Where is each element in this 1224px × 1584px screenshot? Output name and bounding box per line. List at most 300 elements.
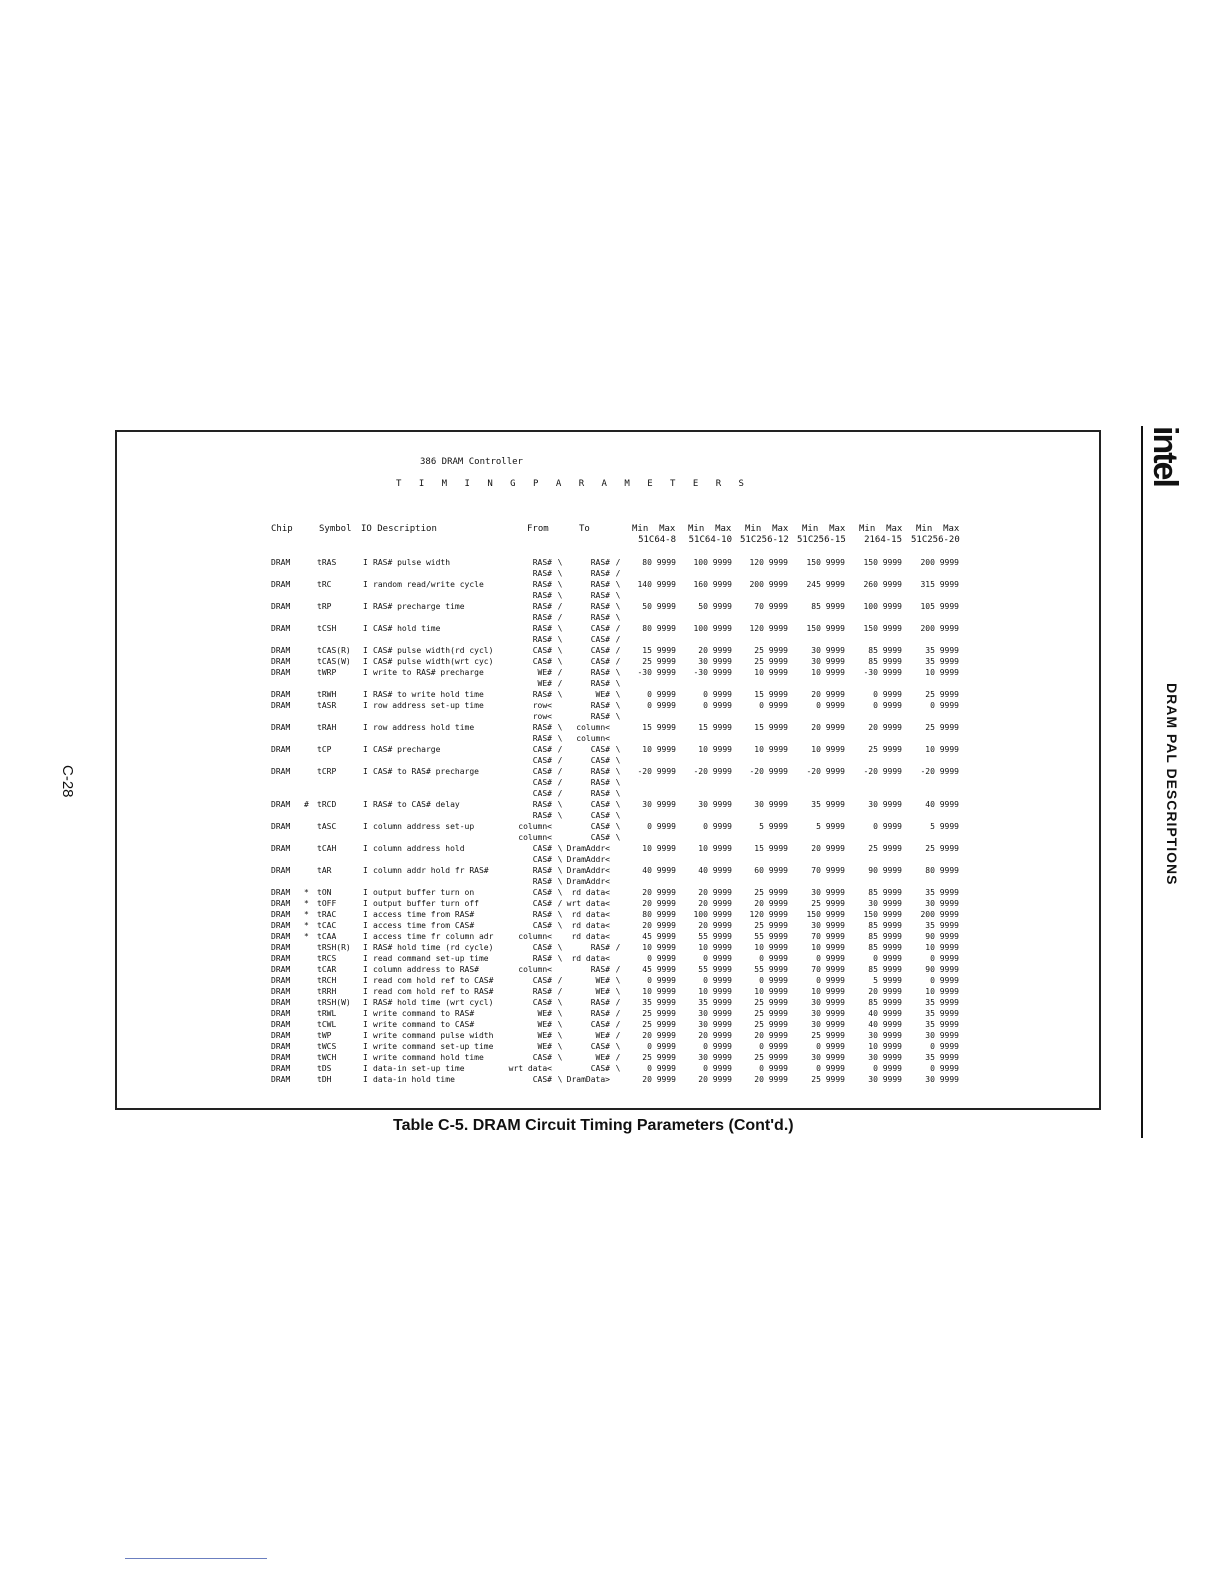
from-cell: RAS#: [532, 690, 552, 699]
symbol-cell: tRP: [317, 602, 332, 611]
from-cell: WE#: [537, 1009, 552, 1018]
from-cell: CAS#: [532, 998, 552, 1007]
from-cell: CAS#: [532, 745, 552, 754]
description-cell: CAS# pulse width(wrt cyc): [373, 657, 494, 666]
minmax-cell: 10 9999: [811, 745, 845, 754]
to-cell: RAS#: [590, 943, 610, 952]
table-row: [266, 964, 966, 975]
io-cell: I: [363, 1031, 368, 1040]
io-cell: I: [363, 899, 368, 908]
chip-cell: DRAM: [271, 690, 291, 699]
minmax-cell: 10 9999: [754, 745, 788, 754]
minmax-cell: 30 9999: [811, 921, 845, 930]
table-row: [266, 909, 966, 920]
io-cell: I: [363, 866, 368, 875]
page-number: C-28: [59, 765, 76, 798]
symbol-cell: tWCH: [317, 1053, 337, 1062]
minmax-cell: 25 9999: [811, 899, 845, 908]
to-edge-cell: \: [615, 712, 621, 721]
minmax-cell: 10 9999: [642, 844, 676, 853]
to-cell: DramAddr<: [566, 855, 610, 864]
minmax-cell: 70 9999: [811, 932, 845, 941]
to-cell: rd data<: [571, 921, 610, 930]
io-cell: I: [363, 888, 368, 897]
minmax-cell: 30 9999: [925, 1075, 959, 1084]
table-row: [266, 557, 966, 568]
minmax-cell: 30 9999: [925, 1031, 959, 1040]
io-cell: I: [363, 624, 368, 633]
table-row: [266, 744, 966, 755]
from-edge-cell: /: [557, 668, 563, 677]
from-cell: CAS#: [532, 1053, 552, 1062]
to-cell: WE#: [595, 1031, 610, 1040]
minmax-cell: 10 9999: [698, 943, 732, 952]
from-cell: RAS#: [532, 910, 552, 919]
io-cell: I: [363, 965, 368, 974]
minmax-cell: 0 9999: [873, 690, 902, 699]
table-row: [266, 579, 966, 590]
from-cell: RAS#: [532, 602, 552, 611]
minmax-cell: 105 9999: [920, 602, 959, 611]
from-edge-cell: \: [557, 855, 563, 864]
table-row: [266, 975, 966, 986]
minmax-cell: 15 9999: [754, 690, 788, 699]
minmax-cell: 0 9999: [930, 954, 959, 963]
minmax-cell: 20 9999: [642, 1031, 676, 1040]
table-row: [266, 1063, 966, 1074]
from-edge-cell: /: [557, 899, 563, 908]
to-edge-cell: /: [615, 646, 621, 655]
minmax-cell: 0 9999: [703, 690, 732, 699]
from-cell: CAS#: [532, 921, 552, 930]
minmax-cell: 20 9999: [868, 723, 902, 732]
symbol-cell: tAR: [317, 866, 332, 875]
minmax-cell: 45 9999: [642, 965, 676, 974]
from-cell: column<: [518, 932, 552, 941]
minmax-cell: 0 9999: [647, 1064, 676, 1073]
minmax-cell: 30 9999: [811, 888, 845, 897]
io-cell: I: [363, 1020, 368, 1029]
flag-cell: *: [304, 899, 309, 908]
col-minmax: Min Max: [632, 524, 676, 534]
table-row: [266, 865, 966, 876]
minmax-cell: 10 9999: [811, 987, 845, 996]
description-cell: access time fr column adr: [373, 932, 494, 941]
table-row: [266, 634, 966, 645]
to-edge-cell: /: [615, 965, 621, 974]
minmax-cell: 0 9999: [759, 1064, 788, 1073]
minmax-cell: 10 9999: [811, 943, 845, 952]
io-cell: I: [363, 822, 368, 831]
minmax-cell: 25 9999: [868, 844, 902, 853]
to-cell: rd data<: [571, 888, 610, 897]
table-row: [266, 1008, 966, 1019]
to-cell: DramAddr<: [566, 866, 610, 875]
minmax-cell: 150 9999: [863, 910, 902, 919]
chip-cell: DRAM: [271, 1020, 291, 1029]
from-edge-cell: \: [557, 624, 563, 633]
symbol-cell: tRSH(W): [317, 998, 351, 1007]
symbol-cell: tOFF: [317, 899, 337, 908]
minmax-cell: 80 9999: [642, 558, 676, 567]
col-from: From: [527, 524, 549, 534]
minmax-cell: 20 9999: [698, 1075, 732, 1084]
minmax-cell: 40 9999: [868, 1020, 902, 1029]
io-cell: I: [363, 1009, 368, 1018]
minmax-cell: -30 9999: [863, 668, 902, 677]
table-row: [266, 854, 966, 865]
io-cell: I: [363, 976, 368, 985]
minmax-cell: 85 9999: [868, 943, 902, 952]
minmax-cell: 20 9999: [754, 1075, 788, 1084]
from-cell: WE#: [537, 1031, 552, 1040]
from-cell: CAS#: [532, 646, 552, 655]
symbol-cell: tRSH(R): [317, 943, 351, 952]
symbol-cell: tWP: [317, 1031, 332, 1040]
minmax-cell: 260 9999: [863, 580, 902, 589]
minmax-cell: 0 9999: [816, 1064, 845, 1073]
from-cell: RAS#: [532, 723, 552, 732]
minmax-cell: 45 9999: [642, 932, 676, 941]
minmax-cell: 10 9999: [754, 668, 788, 677]
io-cell: I: [363, 690, 368, 699]
minmax-cell: 245 9999: [806, 580, 845, 589]
minmax-cell: 55 9999: [698, 932, 732, 941]
minmax-cell: 10 9999: [925, 668, 959, 677]
table-row: [266, 689, 966, 700]
from-cell: RAS#: [532, 811, 552, 820]
to-cell: rd data<: [571, 910, 610, 919]
minmax-cell: 20 9999: [698, 1031, 732, 1040]
description-cell: output buffer turn on: [373, 888, 475, 897]
minmax-cell: 10 9999: [698, 987, 732, 996]
minmax-cell: 30 9999: [698, 1020, 732, 1029]
minmax-cell: 100 9999: [693, 558, 732, 567]
from-cell: CAS#: [532, 756, 552, 765]
to-edge-cell: \: [615, 833, 621, 842]
to-cell: column<: [576, 734, 610, 743]
description-cell: RAS# to CAS# delay: [373, 800, 460, 809]
symbol-cell: tASC: [317, 822, 337, 831]
from-cell: RAS#: [532, 613, 552, 622]
minmax-cell: 25 9999: [868, 745, 902, 754]
minmax-cell: 0 9999: [930, 1042, 959, 1051]
minmax-cell: -20 9999: [637, 767, 676, 776]
table-row: [266, 788, 966, 799]
minmax-cell: 20 9999: [642, 1075, 676, 1084]
minmax-cell: 85 9999: [868, 932, 902, 941]
from-edge-cell: \: [557, 1020, 563, 1029]
chip-cell: DRAM: [271, 646, 291, 655]
symbol-cell: tON: [317, 888, 332, 897]
minmax-cell: 160 9999: [693, 580, 732, 589]
minmax-cell: 150 9999: [863, 558, 902, 567]
to-edge-cell: \: [615, 822, 621, 831]
chip-cell: DRAM: [271, 701, 291, 710]
chip-cell: DRAM: [271, 602, 291, 611]
from-cell: RAS#: [532, 558, 552, 567]
to-cell: RAS#: [590, 602, 610, 611]
to-edge-cell: \: [615, 613, 621, 622]
to-cell: DramAddr<: [566, 877, 610, 886]
to-cell: RAS#: [590, 998, 610, 1007]
minmax-cell: 0 9999: [703, 701, 732, 710]
chip-cell: DRAM: [271, 1042, 291, 1051]
to-edge-cell: \: [615, 591, 621, 600]
minmax-cell: 30 9999: [811, 1053, 845, 1062]
to-edge-cell: \: [615, 679, 621, 688]
table-row: [266, 766, 966, 777]
from-cell: RAS#: [532, 734, 552, 743]
minmax-cell: 30 9999: [698, 1053, 732, 1062]
to-cell: wrt data<: [566, 899, 610, 908]
description-cell: column address set-up: [373, 822, 475, 831]
description-cell: column address to RAS#: [373, 965, 479, 974]
minmax-cell: 0 9999: [873, 701, 902, 710]
to-cell: RAS#: [590, 701, 610, 710]
minmax-cell: 0 9999: [647, 976, 676, 985]
col-device: 51C256-15: [797, 535, 846, 545]
table-row: [266, 568, 966, 579]
minmax-cell: 10 9999: [925, 943, 959, 952]
from-cell: RAS#: [532, 591, 552, 600]
minmax-cell: 140 9999: [637, 580, 676, 589]
minmax-cell: 120 9999: [749, 624, 788, 633]
minmax-cell: 30 9999: [698, 1009, 732, 1018]
minmax-cell: 25 9999: [754, 1009, 788, 1018]
symbol-cell: tCAC: [317, 921, 337, 930]
minmax-cell: 10 9999: [642, 987, 676, 996]
from-edge-cell: \: [557, 844, 563, 853]
chip-cell: DRAM: [271, 668, 291, 677]
description-cell: column addr hold fr RAS#: [373, 866, 489, 875]
intel-logo: intel: [1146, 426, 1184, 486]
minmax-cell: 50 9999: [698, 602, 732, 611]
from-edge-cell: \: [557, 558, 563, 567]
table-row: [266, 810, 966, 821]
from-edge-cell: /: [557, 767, 563, 776]
minmax-cell: 35 9999: [925, 1053, 959, 1062]
description-cell: RAS# precharge time: [373, 602, 465, 611]
table-row: [266, 678, 966, 689]
description-cell: column address hold: [373, 844, 465, 853]
from-edge-cell: /: [557, 745, 563, 754]
from-cell: WE#: [537, 1020, 552, 1029]
to-cell: RAS#: [590, 778, 610, 787]
from-edge-cell: \: [557, 877, 563, 886]
to-edge-cell: /: [615, 1053, 621, 1062]
description-cell: access time from RAS#: [373, 910, 475, 919]
symbol-cell: tCAS(R): [317, 646, 351, 655]
minmax-cell: 25 9999: [754, 998, 788, 1007]
to-cell: CAS#: [590, 745, 610, 754]
table-row: [266, 1052, 966, 1063]
table-row: [266, 832, 966, 843]
to-cell: WE#: [595, 976, 610, 985]
minmax-cell: 100 9999: [693, 624, 732, 633]
to-cell: CAS#: [590, 811, 610, 820]
minmax-cell: 40 9999: [642, 866, 676, 875]
minmax-cell: 0 9999: [703, 1042, 732, 1051]
from-edge-cell: \: [557, 723, 563, 732]
minmax-cell: 200 9999: [920, 910, 959, 919]
from-cell: WE#: [537, 668, 552, 677]
symbol-cell: tDS: [317, 1064, 332, 1073]
description-cell: write command to RAS#: [373, 1009, 475, 1018]
minmax-cell: 0 9999: [703, 954, 732, 963]
minmax-cell: 10 9999: [698, 745, 732, 754]
footer-rule: [125, 1558, 267, 1559]
timing-table: [266, 522, 966, 1085]
chip-cell: DRAM: [271, 932, 291, 941]
table-row: [266, 986, 966, 997]
to-edge-cell: \: [615, 701, 621, 710]
io-cell: I: [363, 1053, 368, 1062]
minmax-cell: 25 9999: [642, 1009, 676, 1018]
from-cell: row<: [532, 701, 552, 710]
from-edge-cell: \: [557, 811, 563, 820]
from-cell: CAS#: [532, 767, 552, 776]
to-cell: RAS#: [590, 569, 610, 578]
from-edge-cell: \: [557, 1009, 563, 1018]
from-cell: column<: [518, 965, 552, 974]
symbol-cell: tRCS: [317, 954, 337, 963]
to-cell: CAS#: [590, 1020, 610, 1029]
description-cell: RAS# to write hold time: [373, 690, 484, 699]
to-cell: RAS#: [590, 591, 610, 600]
to-edge-cell: \: [615, 1042, 621, 1051]
table-row: [266, 777, 966, 788]
from-edge-cell: \: [557, 690, 563, 699]
from-cell: CAS#: [532, 789, 552, 798]
chip-cell: DRAM: [271, 965, 291, 974]
chip-cell: DRAM: [271, 921, 291, 930]
minmax-cell: 315 9999: [920, 580, 959, 589]
to-cell: RAS#: [590, 789, 610, 798]
table-title: 386 DRAM Controller: [420, 457, 523, 467]
from-cell: column<: [518, 833, 552, 842]
to-edge-cell: \: [615, 789, 621, 798]
description-cell: read com hold ref to RAS#: [373, 987, 494, 996]
to-cell: RAS#: [590, 767, 610, 776]
from-cell: CAS#: [532, 888, 552, 897]
from-edge-cell: /: [557, 778, 563, 787]
minmax-cell: 0 9999: [647, 822, 676, 831]
minmax-cell: 0 9999: [930, 976, 959, 985]
minmax-cell: 25 9999: [811, 1075, 845, 1084]
flag-cell: *: [304, 932, 309, 941]
table-row: [266, 953, 966, 964]
minmax-cell: 20 9999: [698, 888, 732, 897]
minmax-cell: 0 9999: [647, 701, 676, 710]
chip-cell: DRAM: [271, 745, 291, 754]
minmax-cell: 25 9999: [642, 1020, 676, 1029]
minmax-cell: -30 9999: [637, 668, 676, 677]
minmax-cell: 15 9999: [642, 646, 676, 655]
chip-cell: DRAM: [271, 558, 291, 567]
description-cell: write command set-up time: [373, 1042, 494, 1051]
to-edge-cell: /: [615, 558, 621, 567]
from-edge-cell: \: [557, 954, 563, 963]
symbol-cell: tCAA: [317, 932, 337, 941]
from-cell: RAS#: [532, 877, 552, 886]
col-chip: Chip: [271, 524, 293, 534]
from-cell: WE#: [537, 679, 552, 688]
table-row: [266, 645, 966, 656]
to-edge-cell: \: [615, 756, 621, 765]
chip-cell: DRAM: [271, 800, 291, 809]
from-edge-cell: \: [557, 646, 563, 655]
minmax-cell: 0 9999: [873, 822, 902, 831]
to-edge-cell: \: [615, 778, 621, 787]
to-edge-cell: \: [615, 976, 621, 985]
description-cell: CAS# to RAS# precharge: [373, 767, 479, 776]
table-row: [266, 755, 966, 766]
io-cell: I: [363, 844, 368, 853]
table-row: [266, 733, 966, 744]
chip-cell: DRAM: [271, 954, 291, 963]
io-cell: I: [363, 767, 368, 776]
minmax-cell: -20 9999: [693, 767, 732, 776]
to-edge-cell: \: [615, 602, 621, 611]
minmax-cell: 0 9999: [703, 976, 732, 985]
minmax-cell: 15 9999: [754, 844, 788, 853]
io-cell: I: [363, 998, 368, 1007]
minmax-cell: -20 9999: [863, 767, 902, 776]
minmax-cell: -20 9999: [806, 767, 845, 776]
minmax-cell: 15 9999: [698, 723, 732, 732]
minmax-cell: 30 9999: [811, 998, 845, 1007]
minmax-cell: 30 9999: [868, 1031, 902, 1040]
minmax-cell: 85 9999: [868, 965, 902, 974]
table-subtitle: T I M I N G P A R A M E T E R S: [396, 479, 750, 489]
table-caption: Table C-5. DRAM Circuit Timing Parameters (Cont'd.): [393, 1117, 794, 1134]
from-edge-cell: \: [557, 657, 563, 666]
io-cell: I: [363, 745, 368, 754]
chip-cell: DRAM: [271, 943, 291, 952]
col-device: 51C256-20: [911, 535, 960, 545]
minmax-cell: 5 9999: [873, 976, 902, 985]
minmax-cell: 25 9999: [754, 646, 788, 655]
minmax-cell: 85 9999: [868, 657, 902, 666]
flag-cell: *: [304, 921, 309, 930]
minmax-cell: 35 9999: [925, 1009, 959, 1018]
minmax-cell: 200 9999: [749, 580, 788, 589]
minmax-cell: 40 9999: [925, 800, 959, 809]
minmax-cell: 0 9999: [759, 976, 788, 985]
minmax-cell: 25 9999: [754, 921, 788, 930]
symbol-cell: tRWL: [317, 1009, 337, 1018]
table-row: [266, 1030, 966, 1041]
minmax-cell: 25 9999: [754, 657, 788, 666]
flag-cell: #: [304, 800, 309, 809]
minmax-cell: 30 9999: [868, 899, 902, 908]
symbol-cell: tASR: [317, 701, 337, 710]
minmax-cell: 200 9999: [920, 624, 959, 633]
description-cell: data-in set-up time: [373, 1064, 465, 1073]
minmax-cell: 85 9999: [811, 602, 845, 611]
chip-cell: DRAM: [271, 1031, 291, 1040]
to-edge-cell: \: [615, 987, 621, 996]
symbol-cell: tCP: [317, 745, 332, 754]
minmax-cell: 10 9999: [698, 844, 732, 853]
table-row: [266, 821, 966, 832]
table-row: [266, 623, 966, 634]
chip-cell: DRAM: [271, 844, 291, 853]
chip-cell: DRAM: [271, 580, 291, 589]
to-cell: RAS#: [590, 1009, 610, 1018]
from-cell: CAS#: [532, 778, 552, 787]
